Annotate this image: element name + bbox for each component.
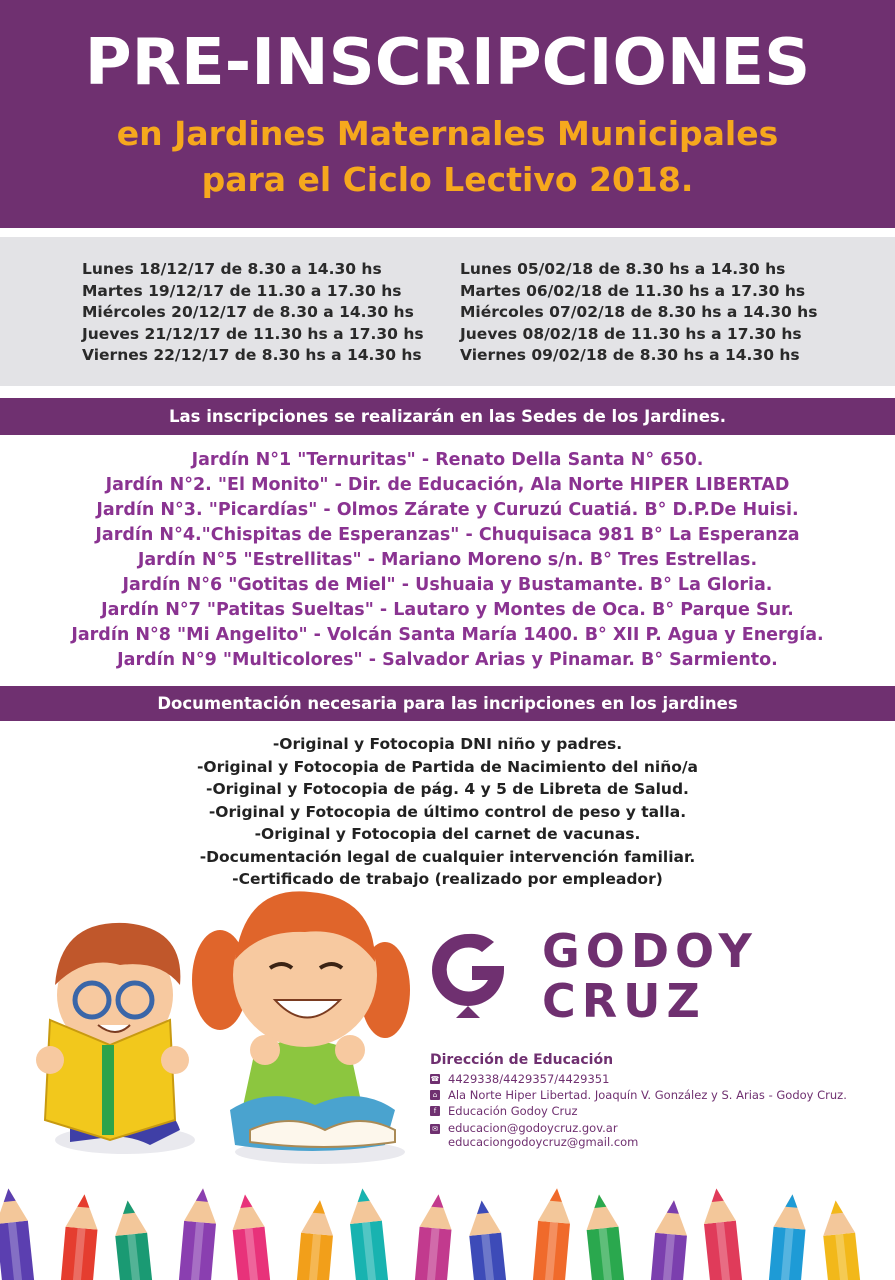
pencil-icon — [531, 1187, 573, 1280]
doc-item: -Documentación legal de cualquier intervención familiar. — [199, 847, 696, 866]
pencil-icon — [112, 1199, 156, 1280]
doc-item: -Certificado de trabajo (realizado por empleador) — [232, 870, 663, 888]
subtitle-line-2: para el Ciclo Lectivo 2018. — [201, 160, 694, 199]
pencils-decoration — [0, 1180, 895, 1280]
contact-block — [430, 1052, 847, 1149]
contact-facebook-row — [430, 1103, 847, 1119]
contact-facebook: Educación Godoy Cruz — [448, 1104, 578, 1118]
pencil-icon — [177, 1187, 219, 1280]
home-icon: ⌂ — [430, 1090, 440, 1100]
pencil-icon — [0, 1187, 36, 1280]
schedule-line: Jueves 21/12/17 de 11.30 hs a 17.30 hs — [82, 324, 424, 343]
page-title: PRE-INSCRIPCIONES — [84, 26, 811, 100]
brand-line-1: GODOY — [542, 924, 758, 978]
pencil-icon — [294, 1199, 336, 1280]
garden-item: Jardín N°7 "Patitas Sueltas" - Lautaro y Montes de Oca. B° Parque Sur. — [101, 600, 794, 620]
doc-item: -Original y Fotocopia DNI niño y padres. — [272, 735, 623, 753]
doc-item: -Original y Fotocopia del carnet de vacunas. — [254, 825, 641, 843]
garden-item: Jardín N°4."Chispitas de Esperanzas" - Chuquisaca 981 B° La Esperanza — [95, 525, 800, 545]
godoy-cruz-logo-icon — [428, 930, 508, 1020]
docs-heading: Documentación necesaria para las incripciones en los jardines — [0, 686, 895, 721]
contact-email-2: educaciongodoycruz@gmail.com — [448, 1135, 639, 1149]
pencil-icon — [648, 1199, 690, 1280]
schedule-december — [82, 259, 424, 367]
pencil-icon — [767, 1193, 809, 1280]
schedule-february — [460, 259, 817, 367]
boy-illustration — [36, 923, 195, 1154]
contact-phone-row — [430, 1071, 847, 1087]
garden-item: Jardín N°1 "Ternuritas" - Renato Della Santa N° 650. — [191, 450, 704, 470]
docs-list — [0, 733, 895, 891]
subtitle-line-1: en Jardines Maternales Municipales — [116, 114, 779, 153]
schedule-line: Viernes 22/12/17 de 8.30 hs a 14.30 hs — [82, 346, 422, 364]
contact-address: Ala Norte Hiper Libertad. Joaquín V. González y S. Arias - Godoy Cruz. — [448, 1088, 847, 1102]
phone-icon: ☎ — [430, 1075, 440, 1083]
garden-item: Jardín N°6 "Gotitas de Miel" - Ushuaia y Bustamante. B° La Gloria. — [122, 575, 773, 595]
contact-heading: Dirección de Educación — [430, 1052, 614, 1068]
brand-line-2: CRUZ — [542, 974, 706, 1028]
pencil-icon — [229, 1193, 273, 1280]
contact-phone: 4429338/4429357/4429351 — [448, 1072, 610, 1086]
gardens-list — [0, 448, 895, 673]
schedule-line: Miércoles 07/02/18 de 8.30 hs a 14.30 hs — [460, 303, 818, 321]
doc-item: -Original y Fotocopia de último control de peso y talla. — [208, 802, 687, 821]
schedule-line: Martes 06/02/18 de 11.30 hs a 17.30 hs — [460, 281, 806, 300]
brand-wordmark — [542, 926, 758, 1026]
schedule-panel — [0, 237, 895, 386]
pencil-icon — [820, 1199, 864, 1280]
contact-address-row — [430, 1087, 847, 1103]
girl-illustration — [192, 891, 410, 1164]
contact-email-row — [430, 1121, 847, 1149]
garden-item: Jardín N°3. "Picardías" - Olmos Zárate y Curuzú Cuatiá. B° D.P.De Huisi. — [96, 500, 799, 520]
pencil-icon — [59, 1193, 101, 1280]
pencil-icon — [700, 1187, 744, 1280]
garden-item: Jardín N°5 "Estrellitas" - Mariano Moreno s/n. B° Tres Estrellas. — [137, 550, 758, 570]
pencil-icon — [583, 1193, 627, 1280]
pencil-icon — [466, 1199, 510, 1280]
doc-item: -Original y Fotocopia de pág. 4 y 5 de Libreta de Salud. — [206, 780, 689, 798]
garden-item: Jardín N°9 "Multicolores" - Salvador Arias y Pinamar. B° Sarmiento. — [117, 650, 778, 670]
header-banner — [0, 0, 895, 228]
schedule-line: Lunes 18/12/17 de 8.30 a 14.30 hs — [82, 260, 382, 278]
mail-icon: ✉ — [430, 1124, 440, 1134]
contact-email-1: educacion@godoycruz.gov.ar — [448, 1121, 618, 1135]
schedule-line: Miércoles 20/12/17 de 8.30 a 14.30 hs — [82, 303, 414, 321]
schedule-line: Jueves 08/02/18 de 11.30 hs a 17.30 hs — [460, 324, 802, 343]
schedule-line: Viernes 09/02/18 de 8.30 hs a 14.30 hs — [460, 346, 800, 364]
children-reading-illustration — [20, 890, 410, 1170]
pencil-icon — [346, 1187, 390, 1280]
pencil-icon — [413, 1193, 455, 1280]
schedule-line: Lunes 05/02/18 de 8.30 hs a 14.30 hs — [460, 260, 786, 278]
schedule-line: Martes 19/12/17 de 11.30 a 17.30 hs — [82, 281, 402, 300]
garden-item: Jardín N°8 "Mi Angelito" - Volcán Santa María 1400. B° XII P. Agua y Energía. — [71, 625, 824, 645]
garden-item: Jardín N°2. "El Monito" - Dir. de Educación, Ala Norte HIPER LIBERTAD — [105, 475, 790, 495]
doc-item: -Original y Fotocopia de Partida de Nacimiento del niño/a — [196, 757, 699, 776]
facebook-icon: f — [430, 1106, 440, 1116]
sedes-heading: Las inscripciones se realizarán en las Sedes de los Jardines. — [0, 398, 895, 435]
